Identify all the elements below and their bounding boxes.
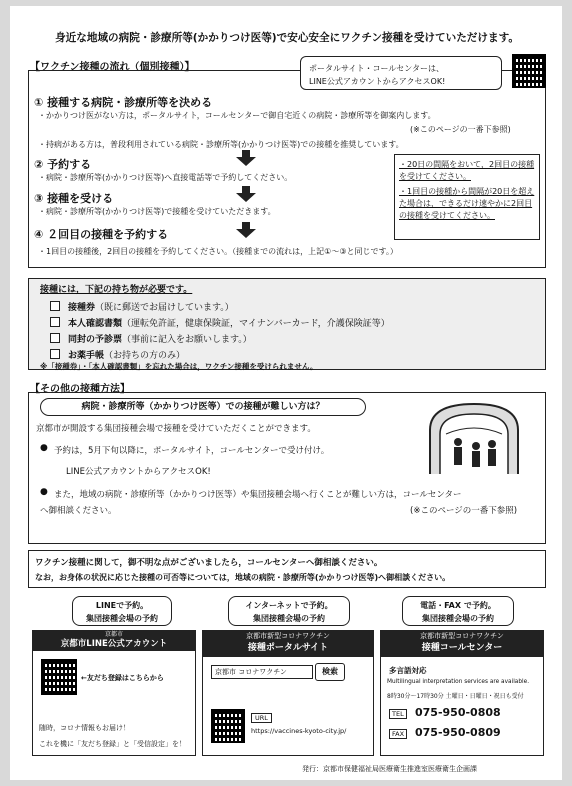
item-questionnaire-desc: （事前に記入をお願いします。）: [122, 335, 252, 345]
item-ticket-desc: （既に郵送でお届けしています。）: [95, 303, 234, 313]
fax-label: FAX: [389, 729, 407, 739]
other-section-title: 【その他の接種方法】: [30, 384, 130, 395]
arrow-down-icon: [236, 186, 256, 206]
line-note1: 随時，コロナ情報もお届け！: [39, 724, 130, 732]
contact-line2: なお，お身体の状況に応じた接種の可否等については，地域の病院・診療所等(かかりつけ医等)へ御相談ください。: [35, 573, 451, 582]
items-warning: ※「接種券」・「本人確認書類」を忘れた場合は，ワクチン接種を受けられません。: [40, 362, 318, 371]
vaccination-site-illustration-icon: [426, 398, 522, 480]
bullet-icon: ●: [40, 443, 48, 453]
web-panel-header-main: 接種ポータルサイト: [247, 643, 329, 653]
multilingual-label: 多言語対応: [389, 666, 427, 675]
step1-note: (※このページの一番下参照): [410, 125, 511, 134]
step2-line1: ・病院・診療所等(かかりつけ医等)へ直接電話等で予約してください。: [38, 173, 293, 182]
publisher-footer: 発行：京都市保健福祉局医療衛生推進室医療衛生企画課: [302, 765, 477, 773]
callout-bubble: [300, 56, 502, 90]
line-friend-text: ←友だち登録はこちらから: [81, 674, 164, 682]
portal-url[interactable]: https://vaccines-kyoto-city.jp/: [251, 727, 347, 735]
web-panel-header-sub: 京都市新型コロナワクチン: [246, 632, 330, 640]
checkbox-icon: [50, 333, 60, 343]
step1-line1: ・かかりつけ医がない方は，ポータルサイト，コールセンターで御自宅近くの病院・診療所等を御案内します。: [38, 111, 436, 120]
url-label: URL: [251, 713, 272, 723]
item-questionnaire: [68, 332, 252, 345]
line-note2: これを機に「友だち登録」と「受信設定」を！: [39, 740, 186, 748]
tel-number[interactable]: 075-950-0808: [415, 706, 501, 719]
tel-panel: [380, 630, 544, 756]
line-panel-header-main: 京都市LINE公式アカウント: [60, 639, 168, 649]
step4-title: ④ ２回目の接種を予約する: [34, 228, 169, 241]
step2-title: ② 予約する: [34, 158, 92, 171]
callout-line1: ポータルサイト・コールセンターは、: [309, 64, 444, 73]
web-bubble: [228, 596, 350, 626]
other-question: 病院・診療所等（かかりつけ医等）での接種が難しい方は？: [40, 398, 366, 416]
tel-label: TEL: [389, 709, 407, 719]
page-title: 身近な地域の病院・診療所等(かかりつけ医等)で安心安全にワクチン接種を受けていただけます。: [55, 32, 519, 44]
call-hours: 8時30分〜17時30分 土曜日・日曜日・祝日も受付: [387, 693, 524, 700]
interval-note-1: ・20日の間隔をおいて，2回目の接種を受けてください。: [399, 160, 535, 181]
item-questionnaire-name: 同封の予診票: [68, 335, 123, 345]
other-bullet1-sub: LINE公式アカウントからアクセスOK!: [66, 467, 211, 477]
web-panel-header: [203, 631, 373, 657]
item-id-name: 本人確認書類: [68, 319, 123, 329]
tel-bubble-bottom: 集団接種会場の予約: [422, 614, 494, 623]
step4-line1: ・1回目の接種後，2回目の接種を予約してください。（接種までの流れは，上記①〜③と同じです。）: [38, 247, 398, 256]
contact-line1: ワクチン接種に関して，御不明な点がございましたら，コールセンターへ御相談ください。: [35, 558, 383, 568]
tel-bubble-top: 電話・FAX で予約。: [420, 601, 496, 610]
tel-panel-header: [381, 631, 543, 657]
step1-title: ① 接種する病院・診療所等を決める: [34, 96, 213, 109]
line-bubble: [72, 596, 172, 626]
items-intro: 接種には，下記の持ち物が必要です。: [40, 285, 193, 295]
fax-number[interactable]: 075-950-0809: [415, 726, 501, 739]
step1-line2: ・持病がある方は，普段利用されている病院・診療所等(かかりつけ医等)での接種を推奨しています。: [38, 140, 404, 149]
line-panel-header-sub: 京都市: [104, 631, 123, 638]
web-bubble-bottom: 集団接種会場の予約: [253, 614, 325, 623]
other-bullet1: 予約は，5月下旬以降に，ポータルサイト，コールセンターで受け付け。: [54, 446, 330, 456]
callout-line2: LINE公式アカウントからアクセスOK!: [309, 77, 446, 86]
line-qr-code-icon[interactable]: [41, 659, 77, 695]
checkbox-icon: [50, 349, 60, 359]
arrow-down-icon: [236, 150, 256, 170]
arrow-down-icon: [236, 222, 256, 242]
qr-code-icon: [512, 54, 546, 88]
item-medicine-book-desc: （お持ちの方のみ）: [104, 351, 186, 361]
portal-search-button[interactable]: 検索: [315, 663, 345, 681]
item-id: [68, 316, 390, 329]
portal-search-input[interactable]: 京都市 コロナワクチン: [211, 665, 313, 679]
other-bullet2-note: (※このページの一番下参照): [410, 506, 518, 516]
item-medicine-book-name: お薬手帳: [68, 351, 105, 361]
tel-bubble: [402, 596, 514, 626]
other-line1: 京都市が開設する集団接種会場で接種を受けていただくことができます。: [36, 424, 316, 434]
line-panel: [32, 630, 196, 756]
flow-section-title: 【ワクチン接種の流れ（個別接種）】: [30, 62, 195, 73]
checkbox-icon: [50, 301, 60, 311]
step3-title: ③ 接種を受ける: [34, 192, 114, 205]
portal-qr-code-icon[interactable]: [211, 709, 245, 743]
interval-note-box: [394, 154, 540, 240]
other-bullet2: また，地域の病院・診療所等（かかりつけ医等）や集団接種会場へ行くことが難しい方は，コールセンター: [54, 490, 462, 500]
line-bubble-top: LINEで予約。: [95, 601, 149, 610]
line-panel-header: [33, 631, 195, 651]
interval-note-2: ・1回目の接種から間隔が20日を超えた場合は，できるだけ速やかに2回目の接種を受けてください。: [399, 187, 535, 220]
flyer-page: [10, 6, 562, 780]
tel-panel-header-main: 接種コールセンター: [421, 643, 503, 653]
tel-panel-header-sub: 京都市新型コロナワクチン: [420, 632, 504, 640]
line-bubble-bottom: 集団接種会場の予約: [86, 614, 158, 623]
item-ticket-name: 接種券: [68, 303, 96, 313]
contact-box: [28, 550, 546, 588]
item-medicine-book: [68, 348, 185, 361]
item-id-desc: （運転免許証，健康保険証，マイナンバーカード，介護保険証等）: [122, 319, 390, 329]
multilingual-en: Multilingual interpretation services are available.: [387, 679, 530, 685]
item-ticket: [68, 300, 234, 313]
checkbox-icon: [50, 317, 60, 327]
web-bubble-top: インターネットで予約。: [245, 601, 333, 610]
bullet-icon: ●: [40, 487, 48, 497]
step3-line1: ・病院・診療所等(かかりつけ医等)で接種を受けていただきます。: [38, 207, 276, 216]
web-panel: [202, 630, 374, 756]
other-bullet2-cont: へ御相談ください。: [40, 506, 117, 516]
